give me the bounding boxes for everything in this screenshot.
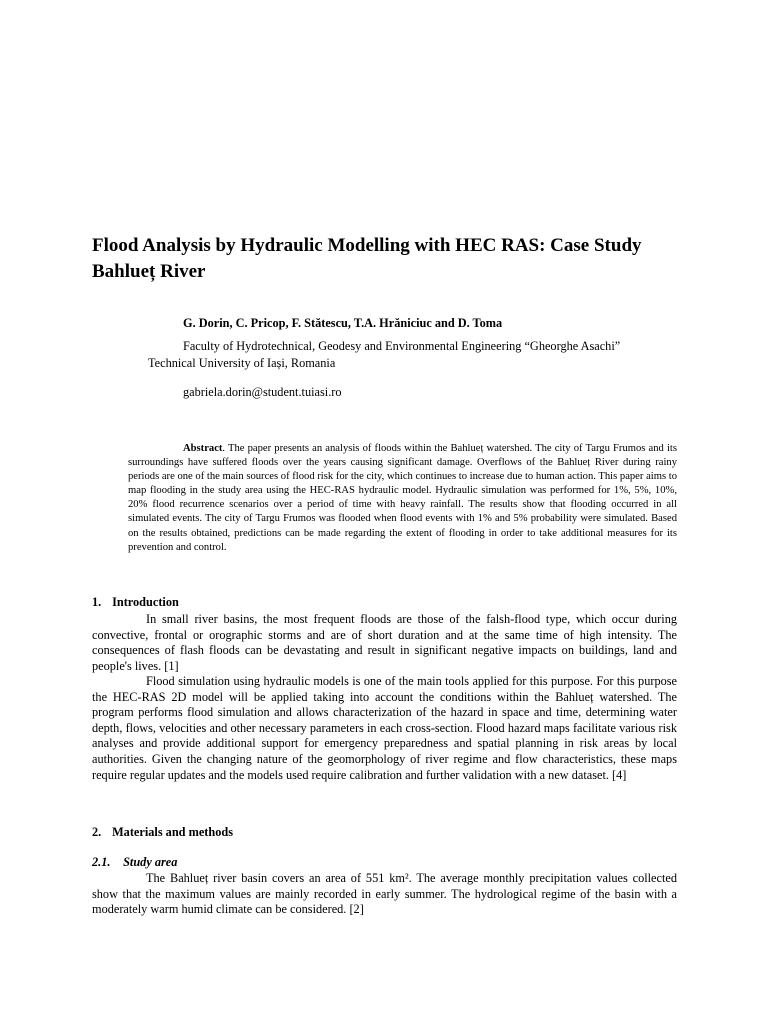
subsection-title: Study area xyxy=(123,855,178,869)
section-number: 2. xyxy=(92,825,102,839)
subsection-heading-study-area xyxy=(92,855,177,870)
abstract xyxy=(128,442,677,555)
section-number: 1. xyxy=(92,595,102,609)
introduction-paragraph-1: In small river basins, the most frequent floods are those of the falsh-flood type, which occur during convective, frontal or orographic storms and are of short duration and at the same time of high intensity. The consequences of flash floods can be devastating and result in significant negative impacts on buildings, land and people's lives. [1] xyxy=(92,612,677,673)
introduction-paragraph-2: Flood simulation using hydraulic models is one of the main tools applied for this purpose. For this purpose the HEC-RAS 2D model will be applied taking into account the conditions within the Bahlueț watershed. The program performs flood simulation and allows characterization of the hazard in space and time, determining water depth, flows, velocities and other necessary parameters in each cross-section. Flood hazard maps facilitate various risk analyses and provide additional support for emergency preparedness and spatial planning in risk areas by local authorities. Given the changing nature of the geomorphology of river regime and flow characteristics, these maps require regular updates and the models used require calibration and further validation with a new dataset. [4] xyxy=(92,674,677,782)
paper-title: Flood Analysis by Hydraulic Modelling with HEC RAS: Case Study Bahlueț River xyxy=(92,235,642,282)
affiliation: Faculty of Hydrotechnical, Geodesy and Environmental Engineering “Gheorghe Asachi” Technical University of Iași, Romania xyxy=(148,339,621,370)
section-heading-introduction xyxy=(92,595,179,610)
study-area-paragraph: The Bahlueț river basin covers an area of 551 km². The average monthly precipitation values collected show that the maximum values are mainly recorded in early summer. The hydrological regime of the basin with a moderately warm humid climate can be considered. [2] xyxy=(92,871,677,917)
author-list: G. Dorin, C. Pricop, F. Stătescu, T.A. Hrăniciuc and D. Toma xyxy=(183,316,503,330)
contact-email: gabriela.dorin@student.tuiasi.ro xyxy=(183,385,342,399)
abstract-text: . The paper presents an analysis of floods within the Bahlueț watershed. The city of Targu Frumos and its surroundings have suffered floods over the years causing significant damage. Overflows of the Bahlueț River during rainy periods are one of the main sources of flood risk for the city, which continues to increase due to human action. This paper aims to map flooding in the study area using the HEC-RAS hydraulic model. Hydraulic simulation was performed for 1%, 5%, 10%, 20% flood recurrence scenarios over a period of time with heavy rainfall. The results show that flooding occurred in all simulated events. The city of Targu Frumos was flooded when flood events with 1% and 5% probability were simulated. Based on the results obtained, predictions can be made regarding the extent of flooding in order to take additional measures for its prevention and control. xyxy=(128,443,677,553)
abstract-label: Abstract xyxy=(183,443,223,454)
section-title: Introduction xyxy=(112,595,179,609)
section-heading-materials-methods xyxy=(92,825,233,840)
subsection-number: 2.1. xyxy=(92,855,111,869)
section-title: Materials and methods xyxy=(112,825,233,839)
